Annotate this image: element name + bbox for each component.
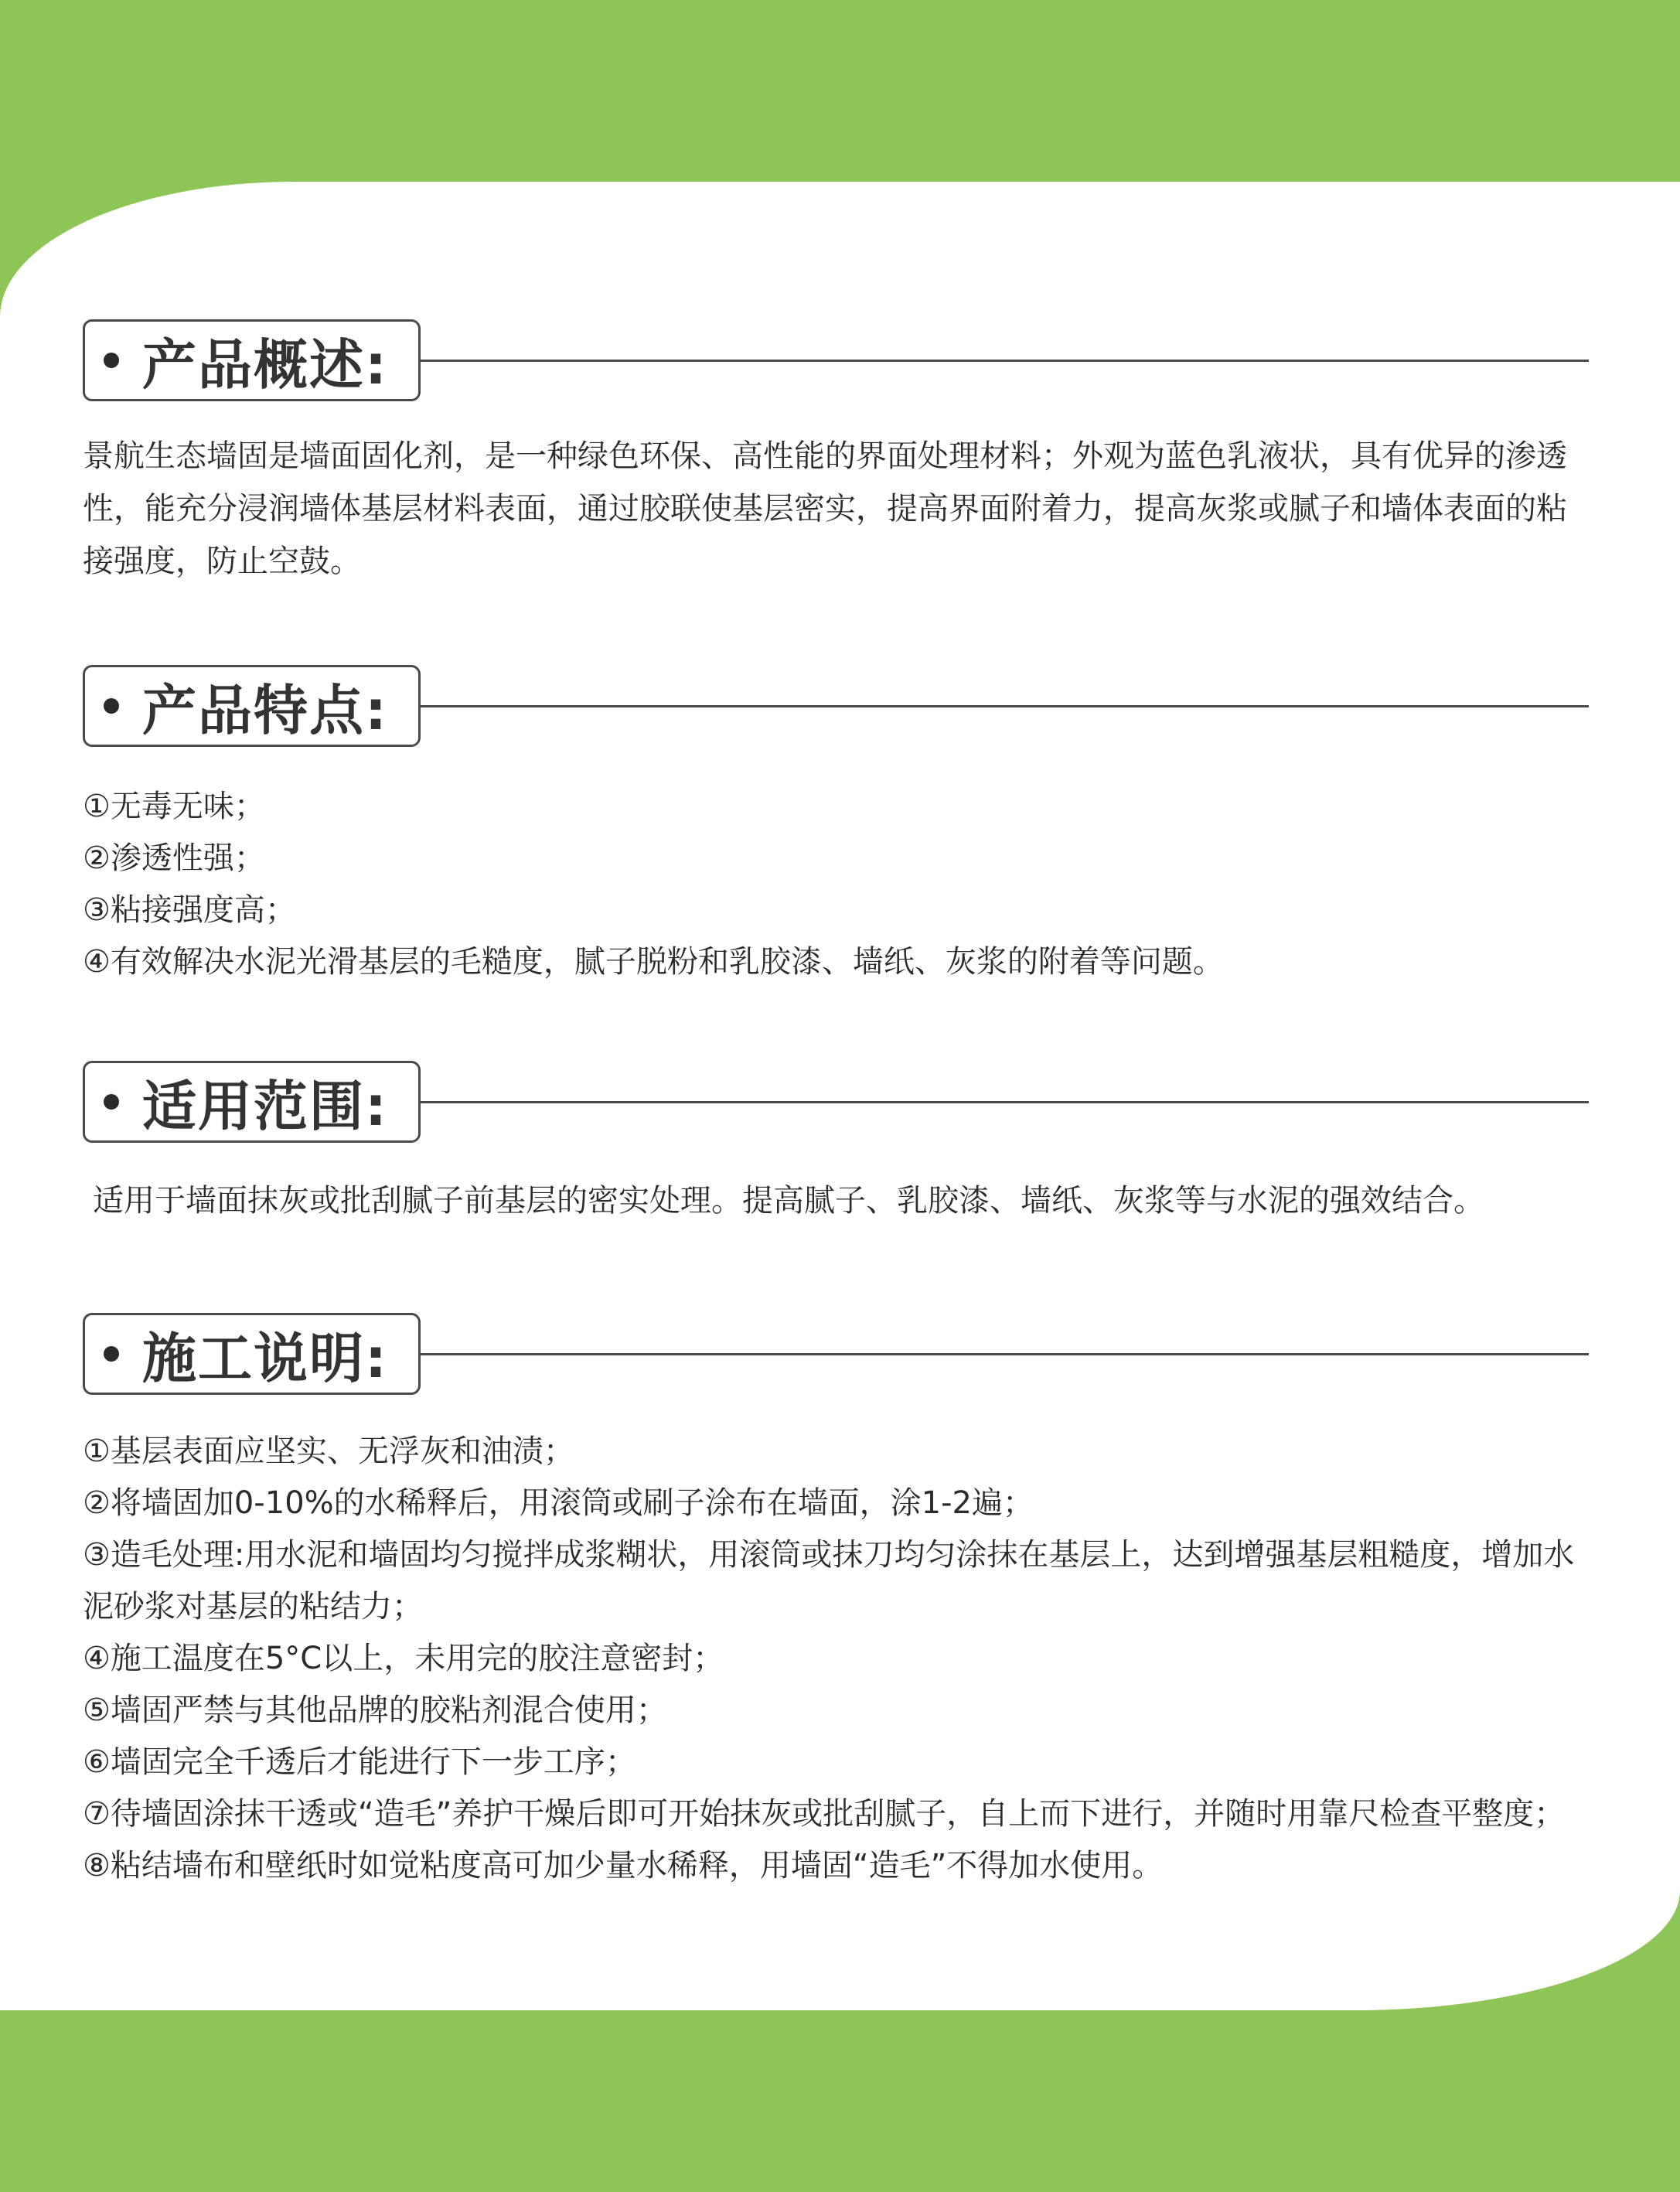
heading-divider [421,705,1589,707]
instruction-item: ⑧粘结墙布和壁纸时如觉粘度高可加少量水稀释，用墙固“造毛”不得加水使用。 [83,1848,1164,1883]
bullet-dot-icon [104,353,119,368]
heading-title: 适用范围: [142,1074,388,1138]
section-body [83,781,1589,988]
instruction-item: ④施工温度在5°C以上，未用完的胶注意密封； [83,1641,724,1676]
instruction-item: ⑦待墙固涂抹干透或“造毛”养护干燥后即可开始抹灰或批刮腻子，自上而下进行，并随时用靠尺检查平整度； [83,1796,1566,1832]
feature-item: ③粘接强度高； [83,892,296,928]
instruction-item: ②将墙固加0-10%的水稀释后，用滚筒或刷子涂布在墙面，涂1-2遍； [83,1485,1034,1521]
heading-box [83,1313,421,1395]
section-body [93,1175,1599,1227]
heading-title: 产品概述: [142,332,388,397]
feature-item: ②渗透性强； [83,840,265,876]
instruction-item: ⑤墙固严禁与其他品牌的胶粘剂混合使用； [83,1693,667,1728]
heading-divider [421,1353,1589,1355]
heading-box [83,319,421,401]
feature-item: ①无毒无味； [83,789,265,824]
section-body [83,1426,1589,1892]
instruction-item: ③造毛处理:用水泥和墙固均匀搅拌成浆糊状，用滚筒或抹刀均匀涂抹在基层上，达到增强基层粗糙度，增加水泥砂浆对基层的粘结力； [83,1537,1575,1624]
heading-box [83,665,421,747]
bullet-dot-icon [104,1346,119,1362]
section-heading [83,319,1589,406]
heading-divider [421,360,1589,362]
heading-box [83,1061,421,1143]
section-heading [83,665,1589,752]
bullet-dot-icon [104,1094,119,1110]
feature-item: ④有效解决水泥光滑基层的毛糙度，腻子脱粉和乳胶漆、墙纸、灰浆的附着等问题。 [83,944,1224,980]
heading-title: 施工说明: [142,1326,388,1390]
instruction-item: ①基层表面应坚实、无浮灰和油渍； [83,1433,574,1469]
heading-divider [421,1101,1589,1103]
overview-paragraph: 景航生态墙固是墙面固化剂，是一种绿色环保、高性能的界面处理材料；外观为蓝色乳液状，具有优异的渗透性，能充分浸润墙体基层材料表面，通过胶联使基层密实，提高界面附着力，提高灰浆或腻子和墙体表面的粘接强度，防止空鼓。 [83,438,1567,579]
section-heading [83,1061,1589,1147]
section-heading [83,1313,1589,1399]
section-body [83,430,1589,588]
instruction-item: ⑥墙固完全千透后才能进行下一步工序； [83,1744,636,1780]
scope-paragraph: 适用于墙面抹灰或批刮腻子前基层的密实处理。提高腻子、乳胶漆、墙纸、灰浆等与水泥的强效结合。 [93,1183,1484,1219]
heading-title: 产品特点: [142,678,388,742]
bullet-dot-icon [104,698,119,714]
